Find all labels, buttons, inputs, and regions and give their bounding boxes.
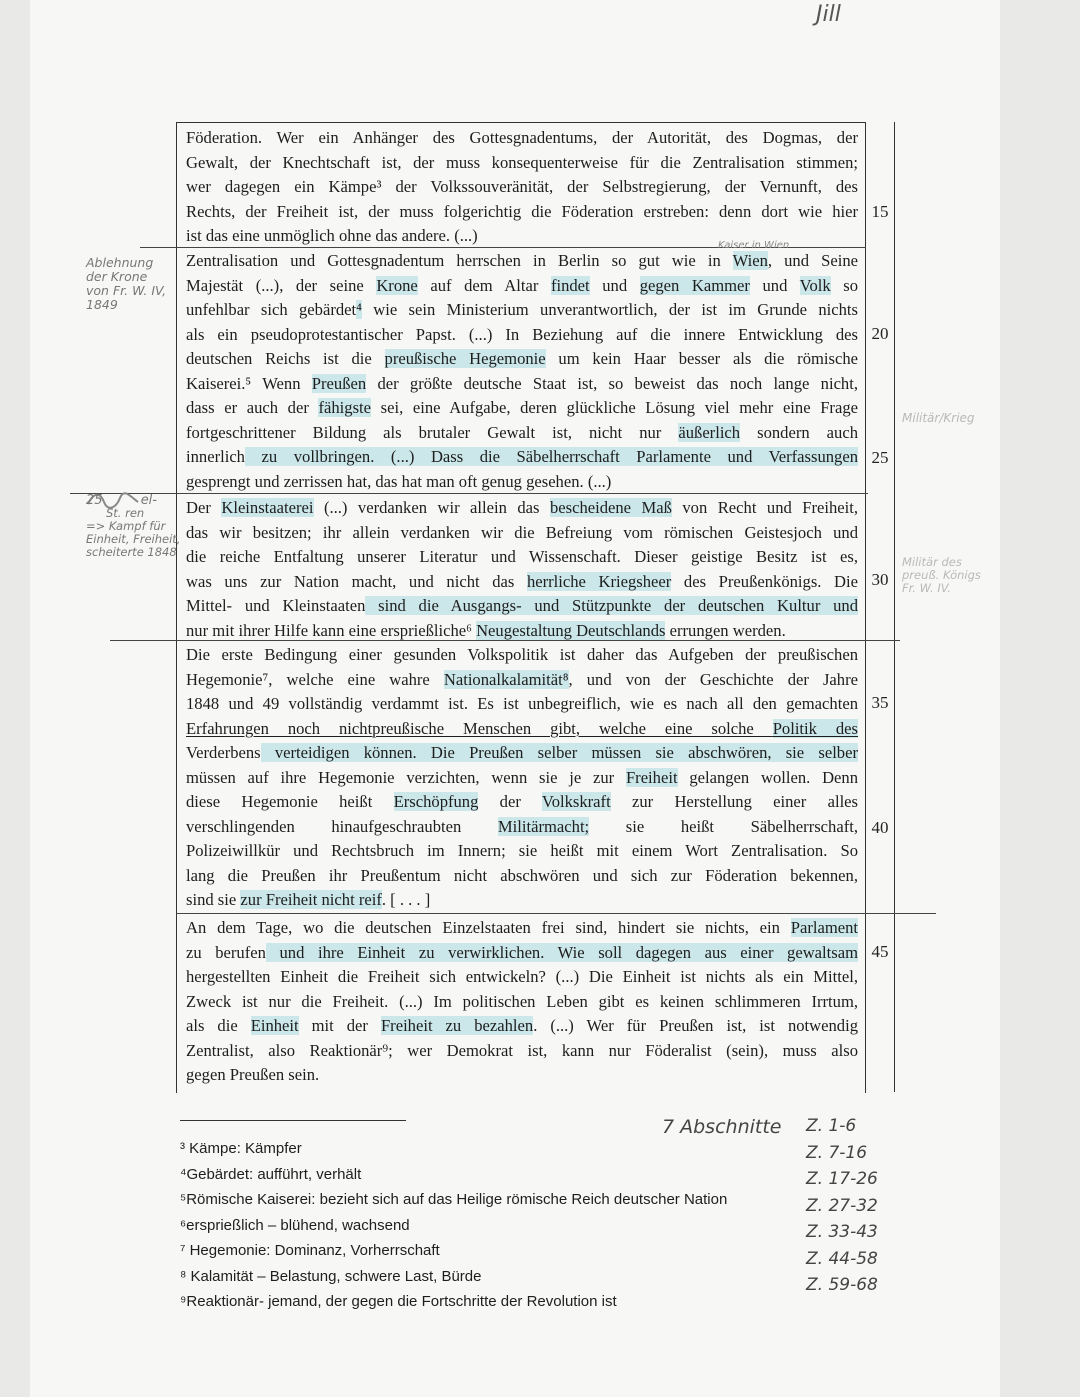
text-segment: Zentralist, also Reaktionär⁹; wer Demokrat ist, kann nur Föderalist (sein), muss also [186, 1040, 858, 1060]
text-line [186, 741, 858, 766]
text-segment: sei, eine Aufgabe, deren glückliche Lösung viel mehr eine Frage [371, 398, 858, 417]
text-segment: , und von der Geschichte der Jahre [568, 669, 858, 689]
text-line [186, 521, 858, 546]
text-line [186, 839, 858, 864]
text-segment: gegen Preußen sein. [186, 1065, 320, 1084]
text-segment: zur Herstellung einer alles [610, 792, 858, 811]
text-segment: von Recht und Freiheit, [671, 498, 859, 517]
footnote-6: ⁶ersprießlich – blühend, wachsend [180, 1216, 410, 1234]
text-line [186, 766, 858, 791]
highlighted-phrase: Neugestaltung Deutschlands [476, 620, 666, 640]
text-line [186, 175, 858, 200]
text-segment: innerlich [186, 447, 245, 466]
text-line [186, 200, 858, 225]
text-line [186, 916, 858, 941]
text-line [186, 396, 858, 421]
paragraph-4 [186, 643, 858, 913]
paragraph-1 [186, 126, 858, 249]
text-segment: des Preußenkönigs. Die [671, 571, 859, 591]
highlighted-phrase: Wien [732, 251, 768, 270]
footnote-9: ⁹Reaktionär- jemand, der gegen die Fortschritte der Revolution ist [180, 1293, 617, 1310]
text-line [186, 692, 858, 717]
highlighted-phrase: Parlament [790, 918, 858, 937]
highlighted-phrase: bescheidene Maß [549, 498, 672, 517]
text-segment: sondern auch [740, 422, 858, 442]
line-number-25: 25 [871, 448, 889, 467]
text-segment: fortgeschrittener Bildung als brutaler Gewalt ist, nicht nur [186, 422, 679, 442]
text-line [186, 372, 858, 397]
text-line [186, 496, 858, 521]
text-segment: , und Seine [767, 251, 858, 270]
footnotes [180, 1136, 800, 1315]
footnote-5: ⁵Römische Kaiserei: bezieht sich auf das Heilige römische Reich deutscher Nation [180, 1191, 728, 1208]
text-line [186, 274, 858, 299]
text-segment: nur mit ihrer Hilfe kann eine ersprießliche⁶ [186, 620, 477, 640]
text-segment: hergestellten Einheit die Freiheit sich entwickeln? (...) Die Einheit ist nichts als ein Mittel, [186, 967, 858, 986]
text-segment: Zweck ist nur die Freiheit. (...) Im politischen Leben gibt es keinen schlimmeren Irrtum, [186, 991, 858, 1011]
highlighted-phrase: verteidigen können. Die Preußen selber müssen sie abschwören, sie selber [260, 743, 858, 762]
text-segment: was uns zur Nation macht, und nicht das [186, 571, 527, 591]
line-number-20: 20 [871, 324, 889, 343]
text-line [186, 790, 858, 815]
line-number-45: 45 [871, 942, 889, 961]
text-line [186, 619, 858, 644]
footnote-8: ⁸ Kalamität – Belastung, schwere Last, Bürde [180, 1267, 482, 1285]
text-segment: als die [186, 1016, 251, 1035]
text-line [186, 570, 858, 595]
text-segment: Gewalt, der Knechtschaft ist, der muss konsequenterweise für die Zentralisation stimmen; [186, 152, 858, 172]
text-segment: gesprengt und zerrissen hat, das hat man oft genug gesehen. (...) [186, 471, 612, 491]
highlighted-phrase: Volkskraft [541, 792, 611, 811]
text-line [186, 298, 858, 323]
text-segment: diese Hegemonie heißt [186, 792, 394, 811]
text-line [186, 126, 858, 151]
text-segment: der [478, 792, 542, 811]
text-segment: unfehlbar sich gebärdet [186, 300, 357, 319]
highlighted-phrase: herrliche Kriegsheer [526, 571, 672, 591]
text-line [186, 545, 858, 570]
footnote-4: ⁴Gebärdet: aufführt, verhält [180, 1165, 362, 1183]
text-segment: . [ . . . ] [381, 890, 431, 909]
text-segment: Majestät (...), der seine [186, 275, 377, 295]
text-segment: 1848 und 49 vollständig verdammt ist. Es ist unbegreiflich, wie es nach all den gemachten [186, 694, 858, 713]
text-segment: Hegemonie⁷, welche eine wahre [186, 669, 444, 689]
margin-note-kriegsheer: Militär des preuß. Königs Fr. W. IV. [902, 555, 981, 595]
highlighted-phrase: sind die Ausgangs- und Stützpunkte der deutschen Kultur und [365, 596, 858, 615]
highlighted-phrase: und ihre Einheit zu verwirklichen. Wie soll dagegen aus einer gewaltsam [265, 942, 859, 962]
line-number-35: 35 [871, 693, 889, 712]
text-segment: . (...) Wer für Preußen ist, ist notwendig [533, 1016, 858, 1035]
text-segment: ist das eine unmöglich ohne das andere. (...) [186, 226, 478, 245]
highlighted-phrase: fähigste [318, 398, 372, 417]
highlighted-phrase: Freiheit [625, 767, 678, 787]
text-segment: als ein pseudoprotestantischer Papst. (...) In Beziehung auf die innere Entwicklung des [186, 324, 858, 344]
text-segment: auf dem Altar [417, 275, 551, 295]
footnote-rule [180, 1120, 406, 1121]
text-line [186, 323, 858, 348]
highlighted-phrase: Einheit [250, 1016, 299, 1035]
text-segment: Föderation. Wer ein Anhänger des Gottesgnadentums, der Autorität, des Dogmas, der [186, 128, 858, 147]
section-ranges: Z. 1-6 Z. 7-16 Z. 17-26 Z. 27-32 Z. 33-43 Z. 44-58 Z. 59-68 [806, 1116, 878, 1295]
sections-label: 7 Abschnitte [662, 1116, 782, 1138]
highlighted-phrase: zu vollbringen. (...) Dass die Säbelherrschaft Parlamente und Verfassungen [244, 447, 858, 466]
text-segment: Erfahrungen noch nichtpreußische Menschen gibt, welche eine solche [186, 718, 773, 738]
line-number-30: 30 [871, 570, 889, 589]
line-number-15: 15 [871, 202, 889, 221]
text-line [186, 668, 858, 693]
highlighted-phrase: Freiheit zu bezahlen [380, 1016, 534, 1035]
paragraph-2 [186, 249, 858, 494]
text-line [186, 815, 858, 840]
text-segment: sie heißt Säbelherrschaft, [589, 816, 858, 836]
handwritten-name: Jill [816, 2, 841, 27]
text-line [186, 151, 858, 176]
highlighted-phrase: zur Freiheit nicht reif [240, 890, 382, 909]
text-line [186, 594, 858, 619]
line-number-40: 40 [871, 818, 889, 837]
highlighted-phrase: Erschöpfung [393, 792, 479, 811]
text-segment: müssen auf ihre Hegemonie verzichten, wenn sie je zur [186, 767, 626, 787]
highlighted-phrase: preußische Hegemonie [384, 349, 546, 368]
text-segment: um kein Haar besser als die römische [545, 349, 858, 368]
highlighted-phrase: Kleinstaaterei [221, 498, 314, 517]
highlighted-phrase: gegen Kammer [639, 275, 750, 295]
text-segment: wer dagegen ein Kämpe³ der Volkssouveränität, der Selbstregierung, der Vernunft, des [186, 177, 858, 196]
text-segment: Mittel- und Kleinstaaten [186, 596, 366, 615]
text-segment: Verderbens [186, 743, 261, 762]
highlighted-phrase: äußerlich [678, 422, 741, 442]
highlighted-phrase: Preußen [311, 373, 367, 393]
highlighted-phrase: Nationalkalamität⁸ [443, 669, 569, 689]
text-line [186, 470, 858, 495]
text-segment: gelangen wollen. Denn [677, 767, 859, 787]
text-line [186, 941, 858, 966]
footnote-3: ³ Kämpe: Kämpfer [180, 1140, 302, 1157]
text-segment: das wir besitzen; ihr allein verdanken wir die Befreiung vom römischen Geistesjoch und [186, 522, 858, 542]
highlighted-phrase: Krone [376, 275, 418, 295]
text-segment: so [830, 275, 859, 295]
text-segment: mit der [298, 1016, 381, 1035]
highlighted-phrase: Politik des [772, 718, 858, 738]
text-segment: Zentralisation und Gottesgnadentum herrschen in Berlin so gut wie in [186, 251, 733, 270]
text-line [186, 717, 858, 742]
text-segment: und [749, 275, 800, 295]
highlighted-phrase: ⁴ [356, 300, 362, 319]
text-line [186, 421, 858, 446]
separator-4 [176, 913, 936, 914]
footnote-7: ⁷ Hegemonie: Dominanz, Vorherrschaft [180, 1242, 440, 1259]
text-line [186, 249, 858, 274]
highlighted-phrase: Volk [799, 275, 831, 295]
text-segment: An dem Tage, wo die deutschen Einzelstaaten frei sind, hindert sie nichts, ein [186, 918, 791, 937]
margin-note-kampf: 25 el- St. ren => Kampf für Einheit, Freiheit, scheiterte 1848 [86, 493, 181, 559]
margin-note-militaer: Militär/Krieg [902, 411, 975, 425]
text-line [186, 864, 858, 889]
text-segment: der größte deutsche Staat ist, so beweist das noch lange nicht, [366, 373, 858, 393]
text-line [186, 445, 858, 470]
text-segment: errungen werden. [665, 620, 786, 640]
text-line [186, 990, 858, 1015]
text-line [186, 643, 858, 668]
highlighted-phrase: Militärmacht; [497, 816, 590, 836]
text-segment: zu berufen [186, 942, 266, 962]
text-segment: Polizeiwillkür und Rechtsbruch im Innern; sie heißt mit einem Wort Zentralisation. So [186, 841, 858, 860]
text-line [186, 347, 858, 372]
text-segment: Die erste Bedingung einer gesunden Volkspolitik ist daher das Aufgeben der preußischen [186, 645, 858, 664]
text-segment: Kaiserei.⁵ Wenn [186, 373, 312, 393]
text-segment: dass er auch der [186, 398, 319, 417]
text-line [186, 888, 858, 913]
text-segment: lang die Preußen ihr Preußentum nicht abschwören und sich zur Föderation bekennen, [186, 865, 858, 885]
text-segment: wie sein Ministerium unverantwortlich, der ist im Grunde nichts [361, 300, 859, 319]
text-segment: Der [186, 498, 222, 517]
text-line [186, 1014, 858, 1039]
paragraph-5 [186, 916, 858, 1088]
text-segment: deutschen Reichs ist die [186, 349, 385, 368]
text-segment: (...) verdanken wir allein das [313, 498, 550, 517]
text-segment: Rechts, der Freiheit ist, der muss folgerichtig die Föderation erstreben: denn dort wie hier [186, 201, 858, 221]
text-segment: sind sie [186, 890, 241, 909]
paragraph-3 [186, 496, 858, 643]
text-segment: und [589, 275, 640, 295]
text-line [186, 1039, 858, 1064]
highlighted-phrase: findet [550, 275, 590, 295]
text-segment: verschlingenden hinaufgeschraubten [186, 816, 498, 836]
text-line [186, 1063, 858, 1088]
text-segment: die reiche Entfaltung unserer Literatur und Wissenschaft. Dieser geistige Besitz ist es, [186, 547, 858, 566]
text-line [186, 965, 858, 990]
kaiser-note: Kaiser in Wien [718, 240, 790, 251]
margin-note-ablehnung: Ablehnung der Krone von Fr. W. IV, 1849 [86, 255, 167, 312]
